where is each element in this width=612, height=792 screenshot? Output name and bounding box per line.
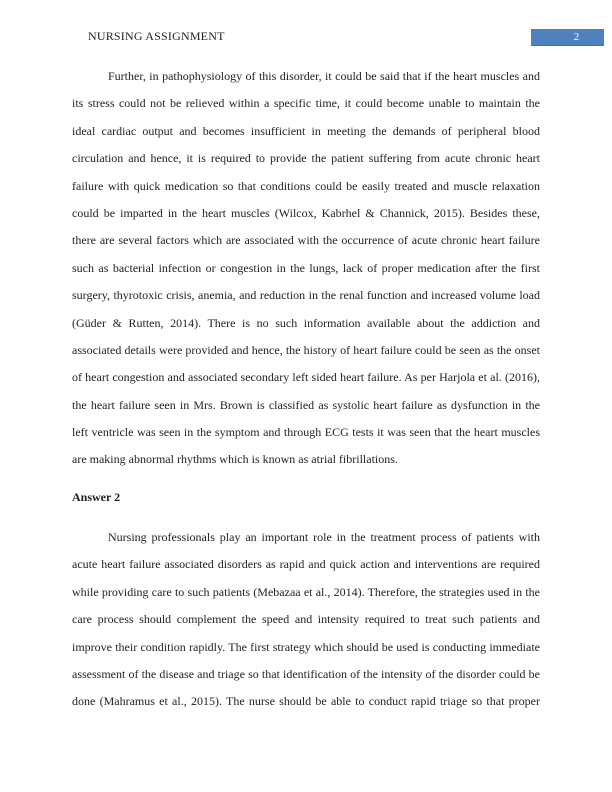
text-line: are making abnormal rhythms which is known as atrial fibrillations.	[72, 452, 398, 467]
text-line: could be imparted in the heart muscles (Wilcox, Kabrhel & Channick, 2015). Besides these,	[72, 205, 540, 220]
text-line: Further, in pathophysiology of this disorder, it could be said that if the heart muscles and	[108, 69, 540, 83]
text-line: such as bacterial infection or congestion in the lungs, lack of proper medication after the first	[72, 260, 540, 275]
text-line: while providing care to such patients (Mebazaa et al., 2014). Therefore, the strategies used in the	[72, 584, 540, 599]
text-line: done (Mahramus et al., 2015). The nurse should be able to conduct rapid triage so that proper	[72, 694, 540, 709]
heading-answer-2	[72, 484, 540, 511]
paragraph-nursing-strategies	[72, 524, 540, 716]
text-line: left ventricle was seen in the symptom and through ECG tests it was seen that the heart muscles	[72, 425, 540, 440]
text-line: acute heart failure associated disorders as rapid and quick action and interventions are required	[72, 557, 540, 572]
page-number-badge: 2	[531, 29, 604, 46]
text-line: assessment of the disease and triage so that identification of the intensity of the disorder could be	[72, 666, 540, 681]
text-line: (Güder & Rutten, 2014). There is no such information available about the addiction and	[72, 315, 540, 330]
text-line: the heart failure seen in Mrs. Brown is classified as systolic heart failure as dysfunction in the	[72, 397, 540, 412]
text-line: ideal cardiac output and becomes insufficient in meeting the demands of peripheral blood	[72, 123, 540, 138]
text-line: of heart congestion and associated secondary left sided heart failure. As per Harjola et al. (2016),	[72, 370, 540, 385]
text-line: circulation and hence, it is required to provide the patient suffering from acute chronic heart	[72, 151, 540, 166]
text-line: there are several factors which are associated with the occurrence of acute chronic heart failure	[72, 233, 540, 248]
heading-text: Answer 2	[72, 490, 121, 504]
text-line: its stress could not be relieved within a specific time, it could become unable to maintain the	[72, 96, 540, 111]
text-line: surgery, thyrotoxic crisis, anemia, and reduction in the renal function and increased volume load	[72, 288, 540, 303]
paragraph-pathophysiology	[72, 63, 540, 474]
text-line: care process should complement the speed and intensity required to treat such patients and	[72, 612, 540, 627]
text-line: Nursing professionals play an important role in the treatment process of patients with	[108, 530, 540, 544]
text-line: improve their condition rapidly. The first strategy which should be used is conducting immediate	[72, 639, 540, 654]
text-line: associated details were provided and hence, the history of heart failure could be seen as the onset	[72, 342, 540, 357]
running-head: NURSING ASSIGNMENT	[88, 29, 225, 43]
text-line: failure with quick medication so that conditions could be easily treated and muscle relaxation	[72, 178, 540, 193]
